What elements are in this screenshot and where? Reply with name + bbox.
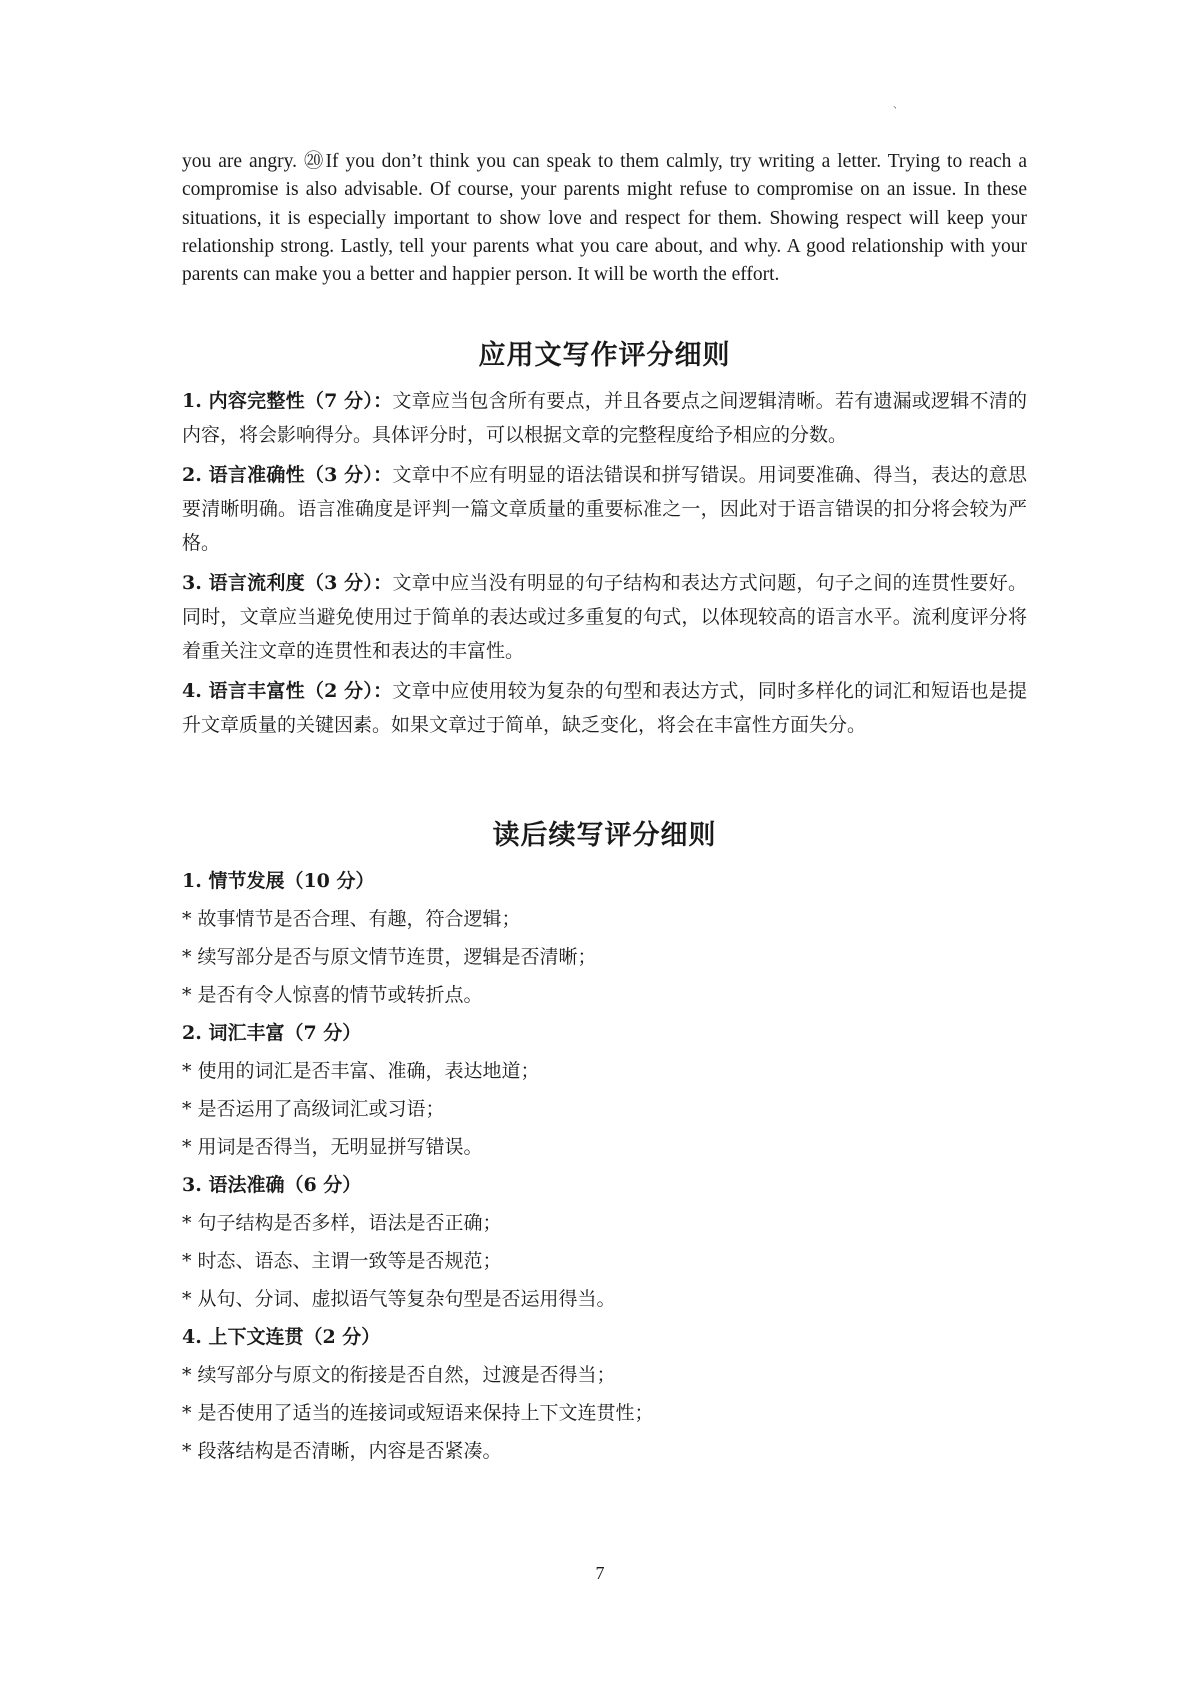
criterion-item <box>182 458 1027 560</box>
criterion-item <box>182 674 1027 742</box>
rubric-item: * 续写部分与原文的衔接是否自然，过渡是否得当； <box>182 1364 616 1386</box>
english-passage: you are angry. ⑳If you don’t think you can speak to them calmly, try writing a letter. Trying to reach a compromise is also advisable. Of course, your parents might refuse to compromise on an issue. In these situations, it is especially important to show love and respect for them. Showing respect will keep your relationship strong. Lastly, tell your parents what you care about, and why. A good relationship with your parents can make you a better and happier person. It will be worth the effort. <box>182 151 1027 286</box>
rubric-item: * 故事情节是否合理、有趣，符合逻辑； <box>182 908 521 930</box>
practical-criteria-list <box>182 384 1027 748</box>
rubric-item: * 段落结构是否清晰，内容是否紧凑。 <box>182 1440 502 1462</box>
criterion-text: 文章中应使用较为复杂的句型和表达方式，同时多样化的词汇和短语也是提升文章质量的关键因素。如果文章过于简单，缺乏变化，将会在丰富性方面失分。 <box>182 680 1027 736</box>
continuation-writing-heading: 读后续写评分细则 <box>492 820 717 851</box>
rubric-item: * 是否使用了适当的连接词或短语来保持上下文连贯性； <box>182 1402 654 1424</box>
rubric-item: * 时态、语态、主谓一致等是否规范； <box>182 1250 502 1272</box>
criterion-text: 文章应当包含所有要点，并且各要点之间逻辑清晰。若有遗漏或逻辑不清的内容，将会影响得分。具体评分时，可以根据文章的完整程度给予相应的分数。 <box>182 390 1027 446</box>
rubric-section-title: 3. 语法准确（6 分） <box>182 1174 362 1196</box>
rubric-item: * 从句、分词、虚拟语气等复杂句型是否运用得当。 <box>182 1288 616 1310</box>
criterion-text: 文章中应当没有明显的句子结构和表达方式问题，句子之间的连贯性要好。同时，文章应当避免使用过于简单的表达或过多重复的句式，以体现较高的语言水平。流利度评分将着重关注文章的连贯性和表达的丰富性。 <box>182 572 1027 662</box>
rubric-section-title: 4. 上下文连贯（2 分） <box>182 1326 381 1348</box>
rubric-section-title: 2. 词汇丰富（7 分） <box>182 1022 362 1044</box>
rubric-item: * 是否运用了高级词汇或习语； <box>182 1098 445 1120</box>
rubric-item: * 用词是否得当，无明显拼写错误。 <box>182 1136 483 1158</box>
criterion-text: 文章中不应有明显的语法错误和拼写错误。用词要准确、得当，表达的意思要清晰明确。语言准确度是评判一篇文章质量的重要标准之一，因此对于语言错误的扣分将会较为严格。 <box>182 464 1027 554</box>
criterion-item <box>182 566 1027 668</box>
criterion-title: 3. 语言流利度（3 分）： <box>182 572 393 594</box>
criterion-title: 4. 语言丰富性（2 分）： <box>182 680 393 702</box>
rubric-section-title: 1. 情节发展（10 分） <box>182 870 375 892</box>
rubric-item: * 是否有令人惊喜的情节或转折点。 <box>182 984 483 1006</box>
rubric-item: * 续写部分是否与原文情节连贯，逻辑是否清晰； <box>182 946 597 968</box>
criterion-title: 2. 语言准确性（3 分）： <box>182 464 393 486</box>
corner-mark: 、 <box>893 100 903 111</box>
criterion-title: 1. 内容完整性（7 分）： <box>182 390 393 412</box>
page-number: 7 <box>595 1563 605 1583</box>
practical-writing-heading: 应用文写作评分细则 <box>478 340 731 371</box>
rubric-item: * 使用的词汇是否丰富、准确，表达地道； <box>182 1060 540 1082</box>
rubric-item: * 句子结构是否多样，语法是否正确； <box>182 1212 502 1234</box>
continuation-rubric <box>182 862 1027 1470</box>
criterion-item <box>182 384 1027 452</box>
